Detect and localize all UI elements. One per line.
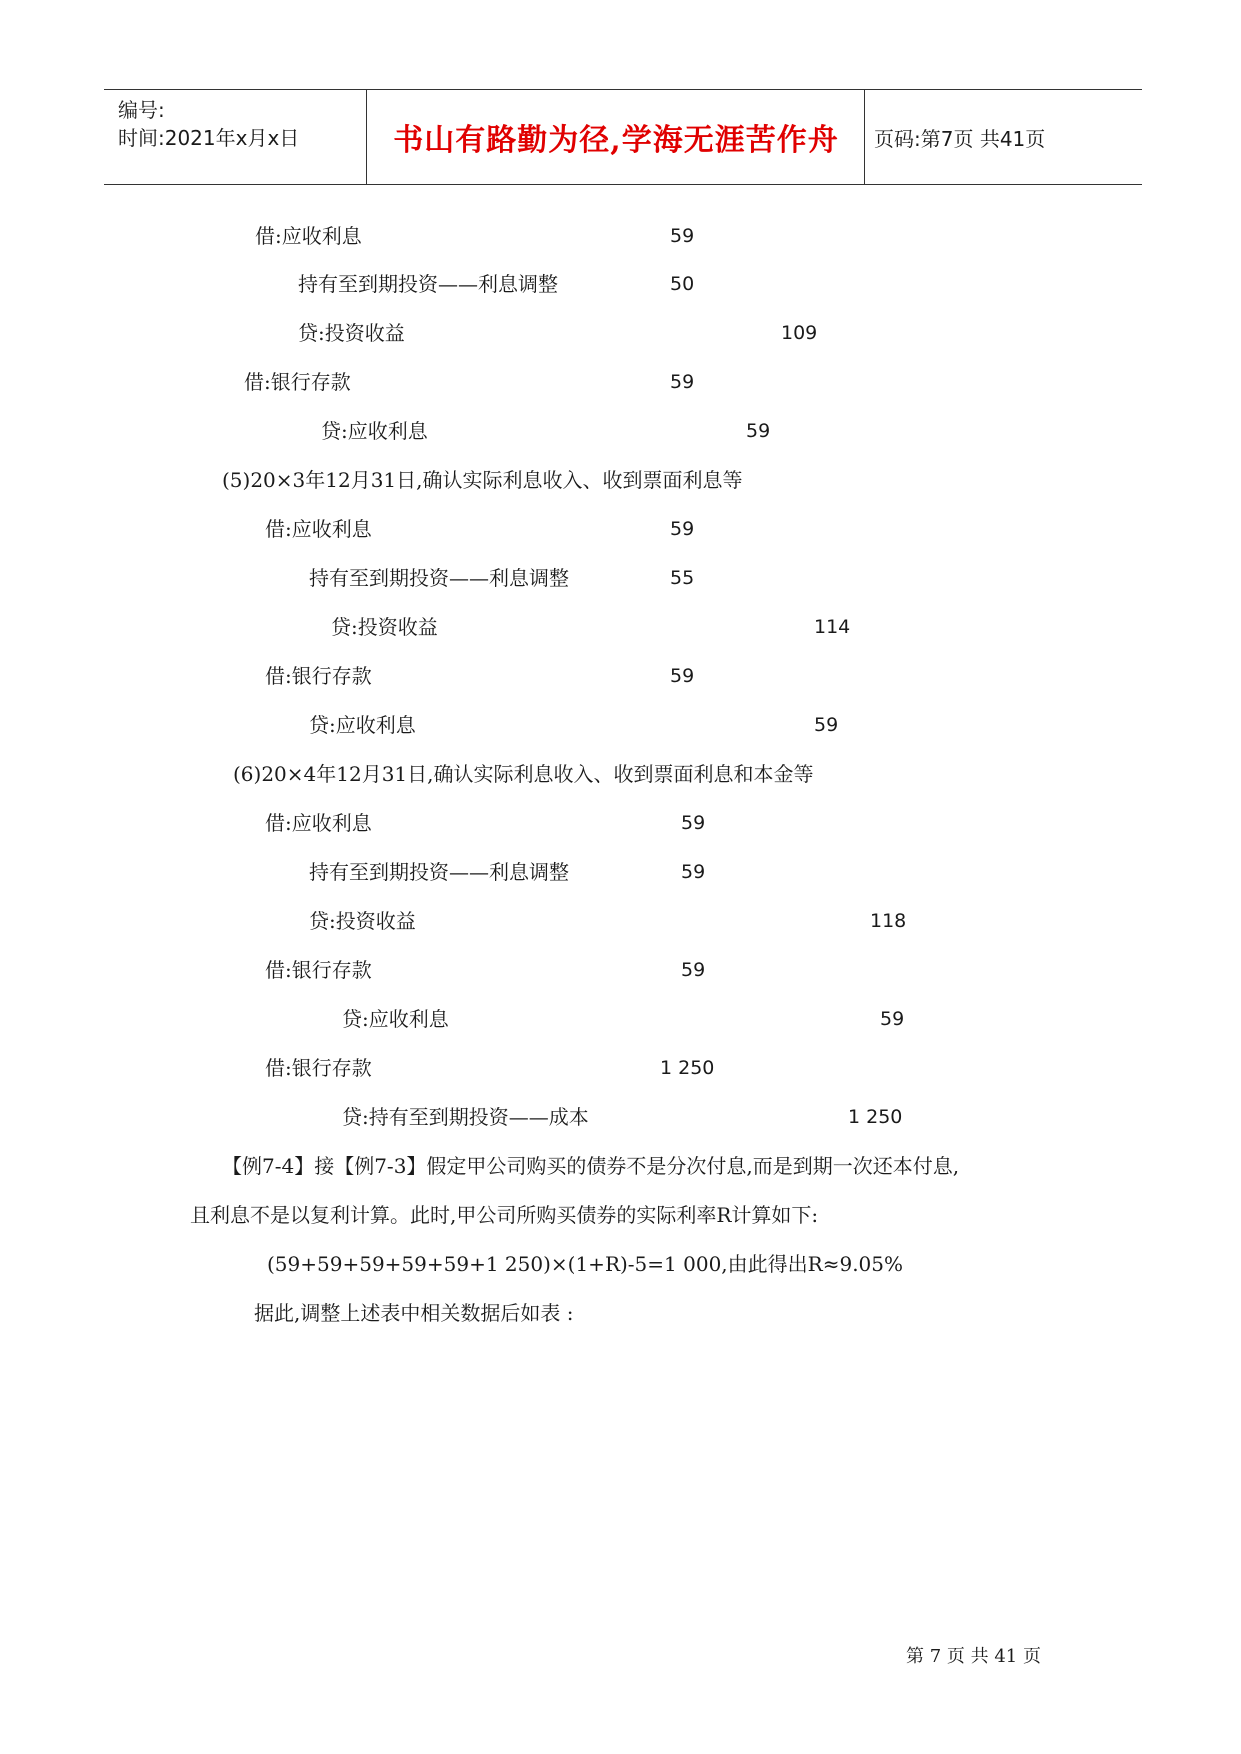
entry-debit-amount: 59 [670, 225, 695, 247]
entry-credit-amount: 1 250 [848, 1106, 903, 1128]
entry-debit-account: 借:银行存款 [265, 664, 372, 688]
entry-debit-amount: 59 [681, 861, 706, 883]
section-heading: (6)20×4年12月31日,确认实际利息收入、收到票面利息和本金等 [233, 762, 814, 786]
entry-credit-amount: 59 [880, 1008, 905, 1030]
entry-debit-account: 借:应收利息 [265, 517, 372, 541]
entry-credit-account: 贷:应收利息 [342, 1007, 449, 1031]
entry-credit-account: 贷:应收利息 [309, 713, 416, 737]
entry-debit-amount: 1 250 [660, 1057, 715, 1079]
entry-debit-account: 借:银行存款 [265, 958, 372, 982]
entry-credit-account: 贷:投资收益 [309, 909, 416, 933]
entry-debit-account: 持有至到期投资——利息调整 [309, 566, 569, 590]
header-page-number: 页码:第7页 共41页 [874, 126, 1046, 151]
section-heading: (5)20×3年12月31日,确认实际利息收入、收到票面利息等 [222, 468, 743, 492]
entry-credit-account: 贷:投资收益 [331, 615, 438, 639]
entry-debit-amount: 59 [670, 371, 695, 393]
entry-credit-amount: 59 [814, 714, 839, 736]
entry-credit-amount: 118 [870, 910, 907, 932]
example-paragraph: 【例7-4】接【例7-3】假定甲公司购买的债券不是分次付息,而是到期一次还本付息, [222, 1154, 960, 1178]
example-paragraph: 且利息不是以复利计算。此时,甲公司所购买债券的实际利率R计算如下: [190, 1203, 819, 1227]
page-header [104, 89, 1142, 185]
entry-debit-amount: 59 [670, 518, 695, 540]
entry-credit-amount: 114 [814, 616, 851, 638]
entry-debit-account: 借:应收利息 [255, 224, 362, 248]
entry-credit-amount: 109 [781, 322, 818, 344]
entry-debit-account: 持有至到期投资——利息调整 [309, 860, 569, 884]
entry-debit-amount: 50 [670, 273, 695, 295]
entry-debit-amount: 55 [670, 567, 695, 589]
page-footer: 第 7 页 共 41 页 [906, 1646, 1041, 1667]
document-number-label: 编号: [118, 98, 165, 122]
entry-debit-account: 持有至到期投资——利息调整 [298, 272, 558, 296]
entry-debit-amount: 59 [681, 959, 706, 981]
entry-debit-account: 借:银行存款 [265, 1056, 372, 1080]
header-divider-right [864, 90, 865, 184]
entry-debit-account: 借:银行存款 [244, 370, 351, 394]
entry-debit-amount: 59 [681, 812, 706, 834]
header-divider-left [366, 90, 367, 184]
entry-credit-account: 贷:投资收益 [298, 321, 405, 345]
header-motto: 书山有路勤为径,学海无涯苦作舟 [393, 123, 839, 158]
formula-line: (59+59+59+59+59+1 250)×(1+R)-5=1 000,由此得出R≈9.05% [267, 1252, 904, 1276]
entry-credit-amount: 59 [746, 420, 771, 442]
header-meta [118, 96, 368, 152]
entry-debit-amount: 59 [670, 665, 695, 687]
entry-credit-account: 贷:持有至到期投资——成本 [342, 1105, 589, 1129]
example-paragraph: 据此,调整上述表中相关数据后如表 : [254, 1301, 574, 1325]
entry-credit-account: 贷:应收利息 [321, 419, 428, 443]
document-time-label: 时间:2021年x月x日 [118, 126, 300, 150]
entry-debit-account: 借:应收利息 [265, 811, 372, 835]
